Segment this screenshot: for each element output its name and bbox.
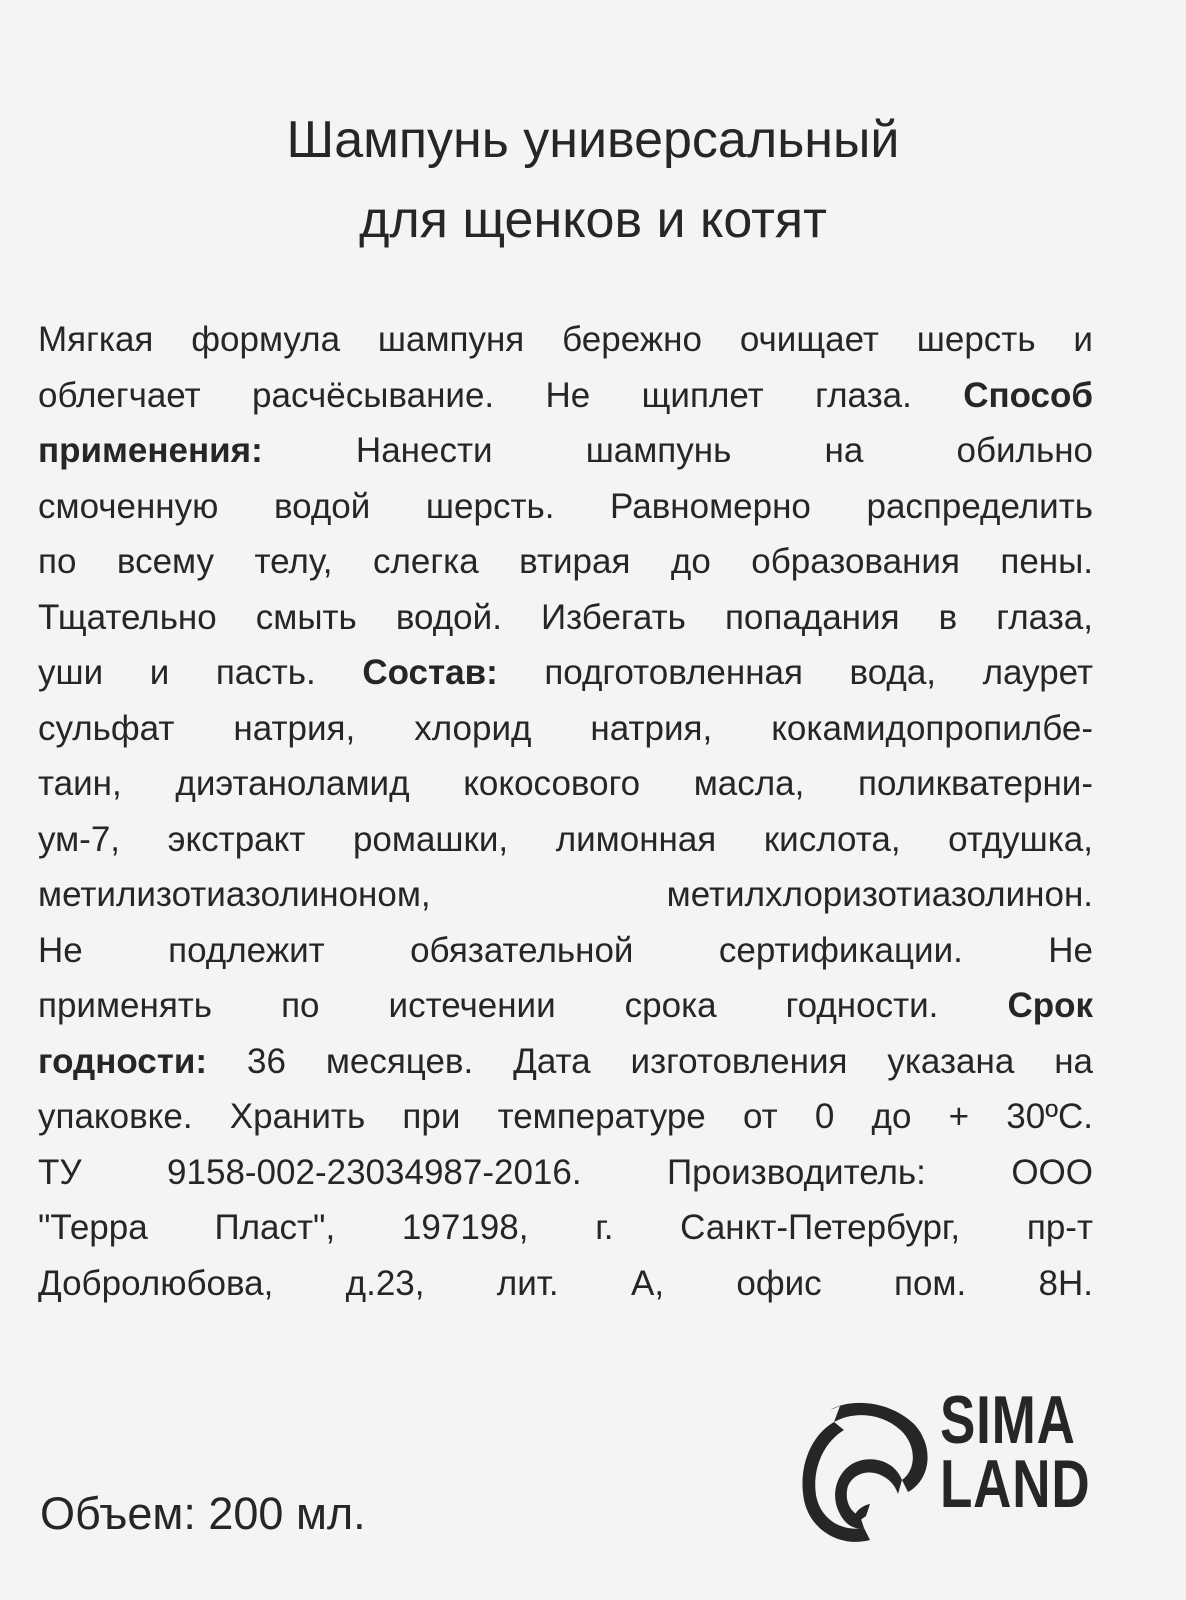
text-segment: уши и пасть.	[38, 653, 363, 692]
text-segment: "Терра Пласт", 197198, г. Санкт-Петербург, пр-т	[38, 1208, 1093, 1247]
product-description	[38, 312, 1093, 1311]
text-line	[38, 1089, 1093, 1145]
text-line	[38, 312, 1093, 368]
bold-label: Способ	[963, 375, 1093, 415]
sima-land-logo	[790, 1380, 1100, 1560]
bold-label: Состав:	[362, 653, 498, 692]
text-line	[38, 923, 1093, 979]
text-line	[38, 978, 1093, 1034]
bold-label: Срок	[1007, 986, 1093, 1025]
text-line	[38, 590, 1093, 646]
text-line	[38, 479, 1093, 535]
bold-label: применения:	[38, 431, 263, 470]
text-line	[38, 534, 1093, 590]
text-segment: ум-7, экстракт ромашки, лимонная кислота, отдушка,	[38, 819, 1093, 859]
text-line	[38, 645, 1093, 701]
text-line	[38, 1200, 1093, 1256]
text-line	[38, 1034, 1093, 1090]
text-segment: таин, диэтаноламид кокосового масла, поликватерни-	[38, 764, 1093, 803]
dolphin-icon	[790, 1380, 940, 1550]
text-line	[38, 867, 1093, 923]
text-line	[38, 1256, 1093, 1312]
logo-text-line: LAND	[940, 1446, 1091, 1522]
title-line: для щенков и котят	[359, 191, 827, 249]
text-segment: ТУ 9158-002-23034987-2016. Производитель: ООО	[38, 1152, 1093, 1192]
text-segment: метилизотиазолиноном, метилхлоризотиазолинон.	[38, 875, 1093, 914]
text-line	[38, 368, 1093, 424]
text-segment: сульфат натрия, хлорид натрия, кокамидопропилбе-	[38, 708, 1093, 748]
text-segment: Тщательно смыть водой. Избегать попадания в глаза,	[38, 597, 1093, 637]
text-segment: Не подлежит обязательной сертификации. Не	[38, 930, 1093, 970]
product-title	[0, 100, 1186, 260]
text-segment: смоченную водой шерсть. Равномерно распределить	[38, 486, 1093, 526]
title-line: Шампунь универсальный	[286, 111, 900, 169]
text-segment: Добролюбова, д.23, лит. А, офис пом. 8Н.	[38, 1263, 1093, 1303]
text-line	[38, 1145, 1093, 1201]
text-segment: 36 месяцев. Дата изготовления указана на	[207, 1041, 1093, 1081]
text-line	[38, 423, 1093, 479]
text-segment: подготовленная вода, лаурет	[497, 653, 1093, 692]
bold-label: годности:	[38, 1041, 208, 1081]
logo-text-line: SIMA	[940, 1382, 1076, 1458]
text-segment: Мягкая формула шампуня бережно очищает шерсть и	[38, 320, 1093, 359]
text-line	[38, 812, 1093, 868]
text-segment: облегчает расчёсывание. Не щиплет глаза.	[38, 375, 964, 415]
text-segment: применять по истечении срока годности.	[38, 986, 1008, 1025]
text-segment: Нанести шампунь на обильно	[262, 431, 1093, 470]
text-line	[38, 756, 1093, 812]
text-line	[38, 701, 1093, 757]
text-segment: по всему телу, слегка втирая до образования пены.	[38, 542, 1093, 581]
text-segment: упаковке. Хранить при температуре от 0 до + 30ºС.	[38, 1097, 1093, 1136]
volume-label: Объем: 200 мл.	[40, 1488, 366, 1539]
